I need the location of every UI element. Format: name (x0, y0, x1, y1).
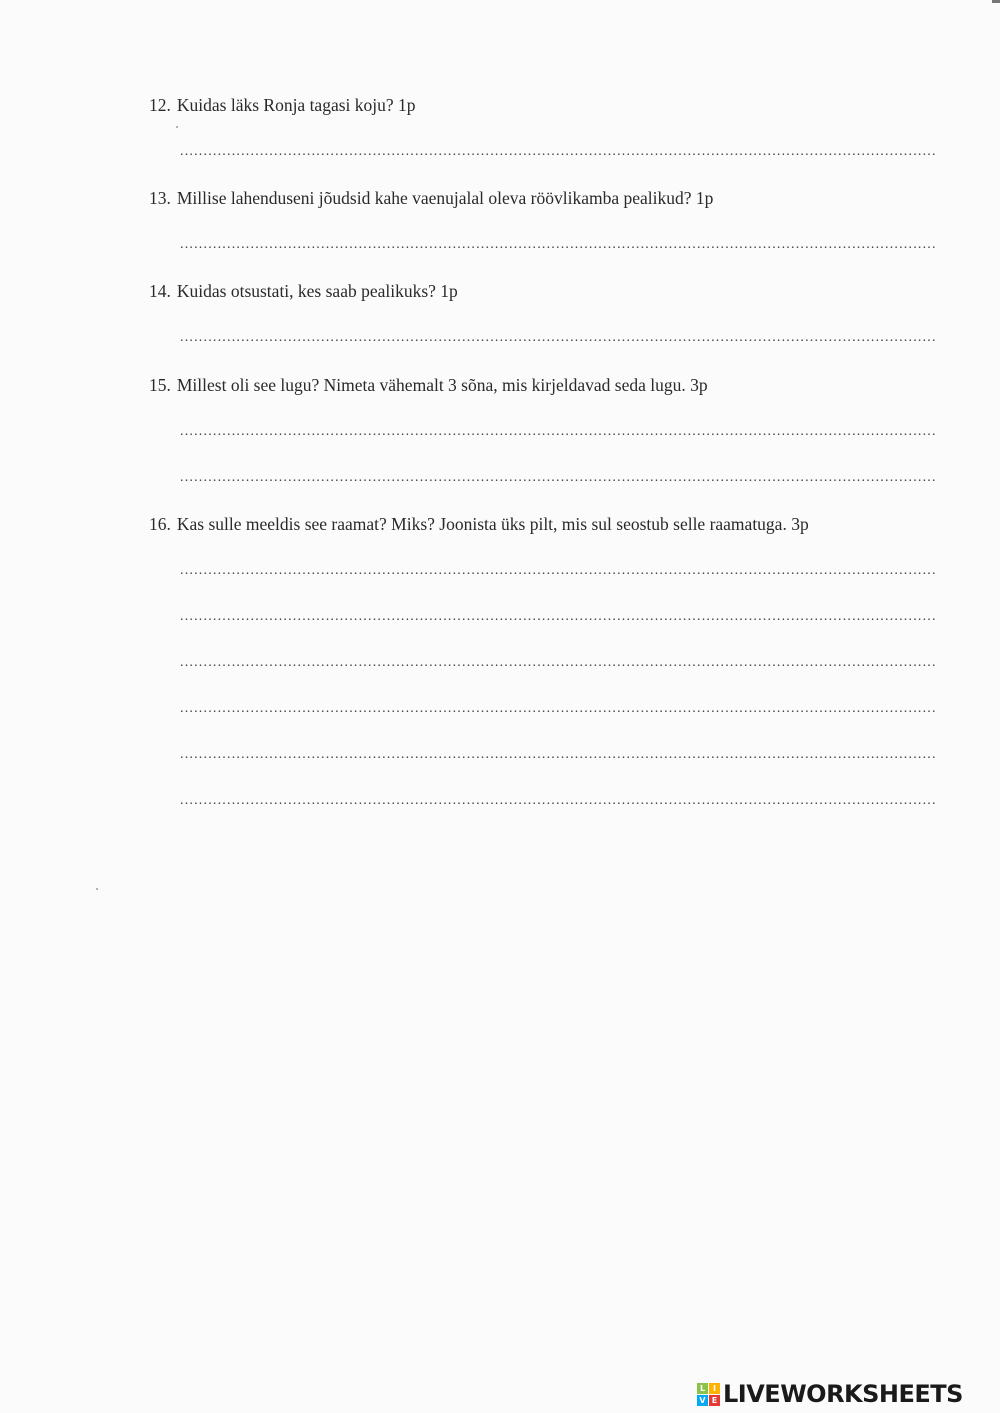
answer-line-15-2[interactable] (180, 470, 935, 486)
answer-line-16-6[interactable] (180, 793, 935, 809)
answer-line-16-5[interactable] (180, 747, 935, 763)
answer-line-13[interactable] (180, 237, 935, 253)
answer-line-15-1[interactable] (180, 424, 935, 440)
question-12 (149, 94, 416, 116)
answer-line-12[interactable] (180, 144, 935, 160)
scan-speck (96, 888, 98, 890)
answer-line-16-4[interactable] (180, 701, 935, 717)
question-13 (149, 187, 713, 209)
question-16 (149, 513, 809, 535)
question-text: Kuidas otsustati, kes saab pealikuks? 1p (176, 281, 458, 301)
question-text: Millise lahenduseni jõudsid kahe vaenujalal oleva röövlikamba pealikud? 1p (176, 188, 714, 208)
logo-letter: L (697, 1383, 708, 1394)
logo-letter: I (709, 1383, 720, 1394)
liveworksheets-logo-icon (697, 1383, 720, 1406)
answer-line-16-3[interactable] (180, 655, 935, 671)
answer-line-16-2[interactable] (180, 609, 935, 625)
liveworksheets-brand[interactable] (697, 1381, 963, 1407)
question-number: 15. (149, 375, 171, 395)
question-number: 16. (149, 514, 171, 534)
logo-letter: V (697, 1395, 708, 1406)
logo-letter: E (709, 1395, 720, 1406)
question-text: Millest oli see lugu? Nimeta vähemalt 3 sõna, mis kirjeldavad seda lugu. 3p (176, 375, 708, 395)
question-15 (149, 374, 708, 396)
question-number: 12. (149, 95, 171, 115)
question-number: 14. (149, 281, 171, 301)
question-14 (149, 280, 458, 302)
brand-name: LIVEWORKSHEETS (723, 1380, 963, 1408)
question-text: Kas sulle meeldis see raamat? Miks? Joonista üks pilt, mis sul seostub selle raamatuga. 3p (176, 514, 809, 534)
question-text: Kuidas läks Ronja tagasi koju? 1p (176, 95, 416, 115)
scan-edge-mark (992, 0, 1000, 3)
question-number: 13. (149, 188, 171, 208)
scan-speck (176, 126, 178, 128)
answer-line-16-1[interactable] (180, 563, 935, 579)
answer-line-14[interactable] (180, 330, 935, 346)
